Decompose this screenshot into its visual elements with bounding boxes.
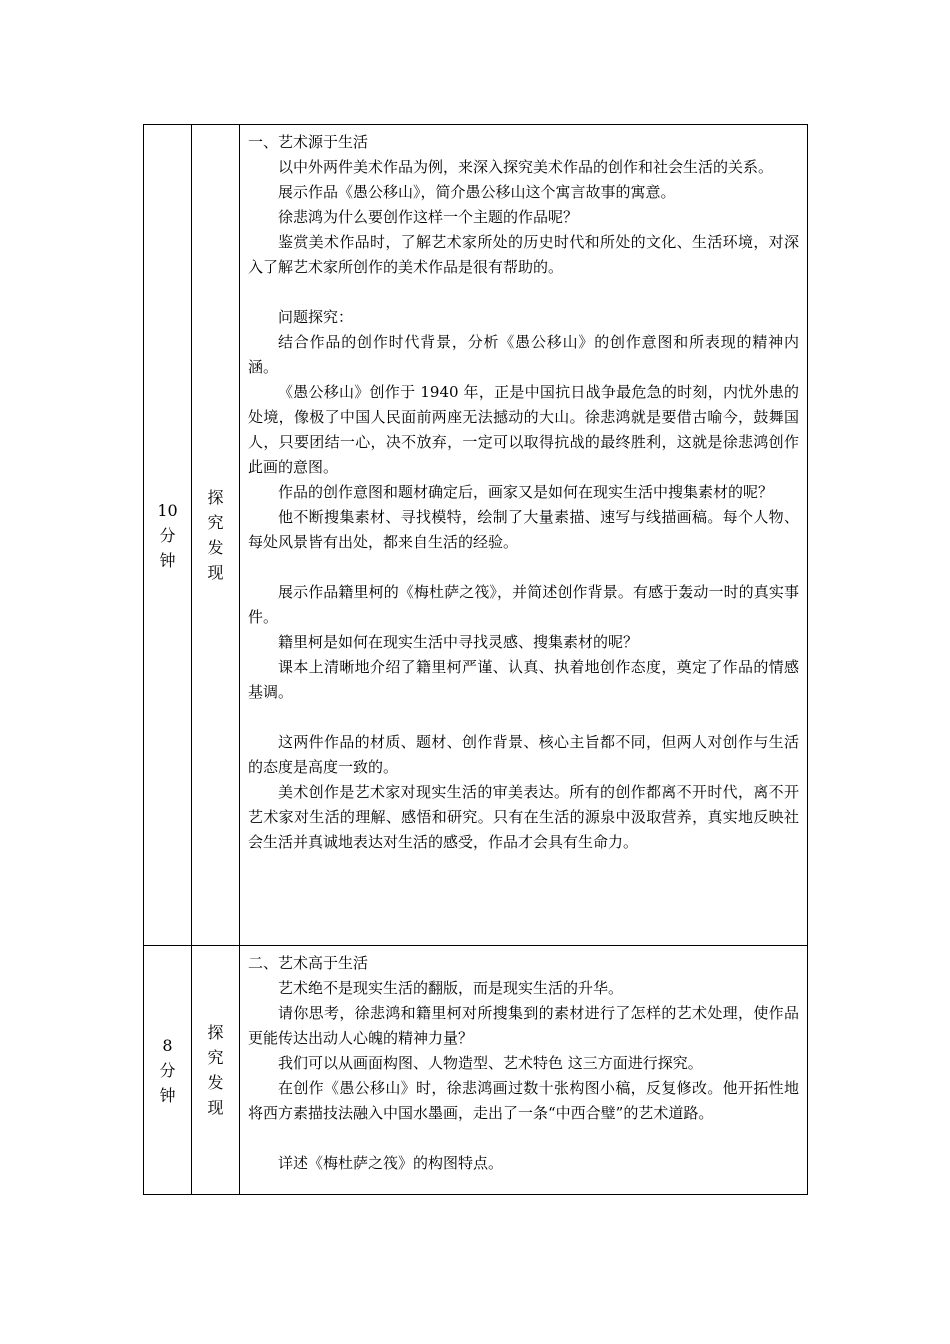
- time-cell: [144, 125, 192, 946]
- paragraph: 展示作品籍里柯的《梅杜萨之筏》，并简述创作背景。有感于轰动一时的真实事件。: [248, 583, 799, 626]
- paragraph: 课本上清晰地介绍了籍里柯严谨、认真、执着地创作态度，奠定了作品的情感基调。: [248, 658, 799, 701]
- paragraph: 我们可以从画面构图、人物造型、艺术特色 这三方面进行探究。: [278, 1054, 703, 1072]
- stage-cell: [192, 946, 240, 1195]
- stage-text: 现: [207, 1098, 224, 1117]
- paragraph: 详述《梅杜萨之筏》的构图特点。: [278, 1154, 504, 1172]
- stage-text: 探: [207, 488, 224, 507]
- paragraph: 展示作品《愚公移山》，简介愚公移山这个寓言故事的寓意。: [278, 183, 676, 201]
- paragraph: 在创作《愚公移山》时，徐悲鸿画过数十张构图小稿，反复修改。他开拓性地将西方素描技法融入中国水墨画，走出了一条“中西合璧”的艺术道路。: [248, 1079, 799, 1122]
- stage-text: 发: [207, 538, 224, 557]
- blank-line: [248, 555, 799, 580]
- paragraph: 结合作品的创作时代背景，分析《愚公移山》的创作意图和所表现的精神内涵。: [248, 333, 799, 376]
- stage-cell: [192, 125, 240, 946]
- table-row: [144, 946, 808, 1195]
- stage-text: 究: [207, 1048, 224, 1067]
- paragraph: 这两件作品的材质、题材、创作背景、核心主旨都不同，但两人对创作与生活的态度是高度一致的。: [248, 733, 799, 776]
- paragraph: 他不断搜集素材、寻找模特，绘制了大量素描、速写与线描画稿。每个人物、每处风景皆有出处，都来自生活的经验。: [248, 508, 799, 551]
- content-cell: [240, 125, 808, 946]
- paragraph: 鉴赏美术作品时，了解艺术家所处的历史时代和所处的文化、生活环境，对深入了解艺术家所创作的美术作品是很有帮助的。: [248, 233, 799, 276]
- paragraph: 问题探究：: [278, 308, 354, 326]
- paragraph: 《愚公移山》创作于 1940 年，正是中国抗日战争最危急的时刻，内忧外患的处境，像极了中国人民面前两座无法撼动的大山。徐悲鸿就是要借古喻今，鼓舞国人，只要团结一心，决不放弃，一定可以取得抗战的最终胜利，这就是徐悲鸿创作此画的意图。: [248, 383, 799, 476]
- lesson-plan-table: [143, 124, 808, 1195]
- time-text: 10: [157, 500, 178, 520]
- time-text: 钟: [159, 550, 176, 570]
- paragraph: 美术创作是艺术家对现实生活的审美表达。所有的创作都离不开时代，离不开艺术家对生活的理解、感悟和研究。只有在生活的源泉中汲取营养，真实地反映社会生活并真诚地表达对生活的感受，作品才会具有生命力。: [248, 783, 799, 851]
- time-text: 分: [159, 1060, 176, 1080]
- paragraph: 以中外两件美术作品为例，来深入探究美术作品的创作和社会生活的关系。: [278, 158, 774, 176]
- stage-text: 现: [207, 563, 224, 582]
- time-text: 钟: [159, 1085, 176, 1105]
- paragraph: 请你思考，徐悲鸿和籍里柯对所搜集到的素材进行了怎样的艺术处理，使作品更能传达出动人心魄的精神力量？: [248, 1004, 799, 1047]
- time-text: 分: [159, 525, 176, 545]
- section-heading: 二、艺术高于生活: [248, 954, 369, 972]
- stage-text: 发: [207, 1073, 224, 1092]
- stage-text: 究: [207, 513, 224, 532]
- blank-line: [248, 1126, 799, 1151]
- table-row: [144, 125, 808, 946]
- stage-text: 探: [207, 1023, 224, 1042]
- time-text: 8: [162, 1035, 173, 1055]
- content-cell: [240, 946, 808, 1195]
- blank-line: [248, 705, 799, 730]
- time-cell: [144, 946, 192, 1195]
- blank-line: [248, 280, 799, 305]
- paragraph: 徐悲鸿为什么要创作这样一个主题的作品呢？: [278, 208, 579, 226]
- paragraph: 作品的创作意图和题材确定后，画家又是如何在现实生活中搜集素材的呢？: [278, 483, 774, 501]
- paragraph: 籍里柯是如何在现实生活中寻找灵感、搜集素材的呢？: [278, 633, 639, 651]
- paragraph: 艺术绝不是现实生活的翻版，而是现实生活的升华。: [278, 979, 624, 997]
- section-heading: 一、艺术源于生活: [248, 133, 369, 151]
